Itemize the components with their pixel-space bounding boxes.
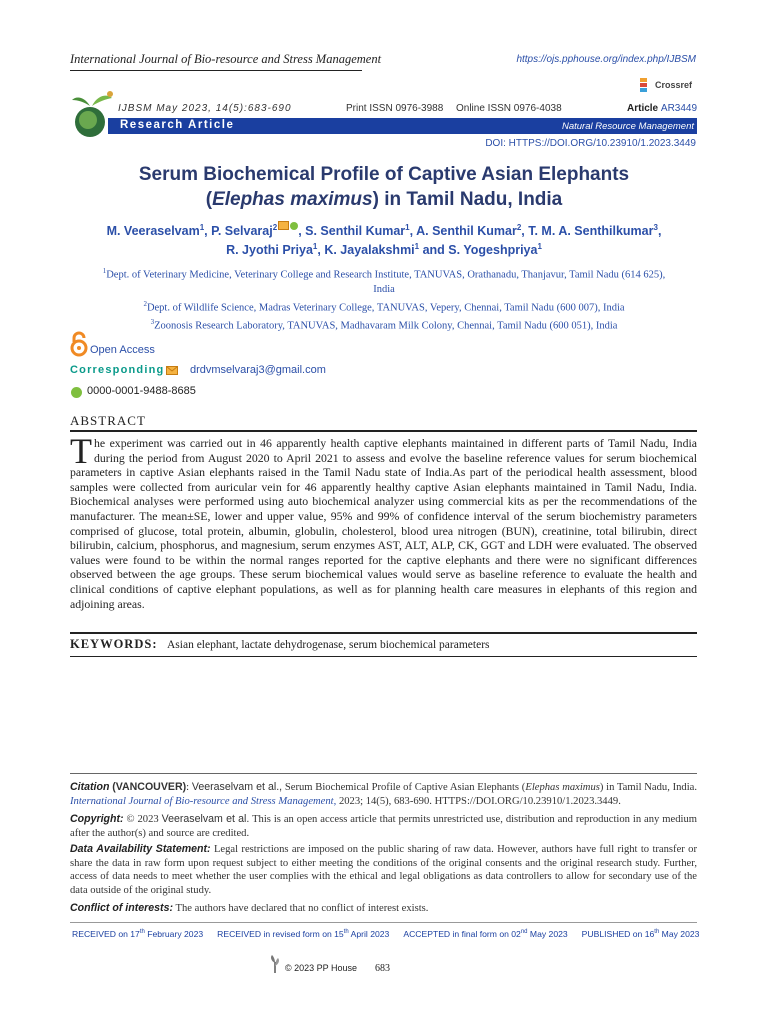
author-name: K. Jayalakshmi <box>324 243 415 258</box>
date-item: RECEIVED in revised form on 15th April 2023 <box>217 929 390 939</box>
author-name: T. M. A. Senthilkumar <box>528 224 654 239</box>
page-number: 683 <box>375 963 390 974</box>
keywords-divider-top <box>70 632 697 634</box>
doi-link[interactable]: DOI: HTTPS://DOI.ORG/10.23910/1.2023.3449 <box>485 138 696 149</box>
publication-dates <box>72 929 713 939</box>
author-affiliation-marker: 1 <box>199 223 205 232</box>
date-item: RECEIVED on 17th February 2023 <box>72 929 204 939</box>
issue-info: IJBSM May 2023, 14(5):683-690 <box>118 103 292 114</box>
copyright: Copyright: © 2023 Veeraselvam et al. This is an open access article that permits unrestricted use, distribution and reproduction in any medium after the author(s) and source are credited. <box>70 813 697 839</box>
open-access-label: Open Access <box>90 344 155 356</box>
author-affiliation-marker: 1 <box>405 223 410 232</box>
author-affiliation-marker: 1 <box>537 242 542 252</box>
journal-logo-icon <box>66 84 120 144</box>
author-affiliation-marker: 1 <box>312 242 318 252</box>
dates-divider <box>70 922 697 923</box>
author-affiliation-marker: 2 <box>272 223 278 232</box>
keywords-divider-bottom <box>70 656 697 657</box>
author-name: S. Yogeshpriya <box>448 243 538 258</box>
affiliation-item: $^2$Dept. of Wildlife Science, Madras Veterinary College, TANUVAS, Vepery, Chennai, Tamil Nadu (600 007), India <box>143 299 625 313</box>
conflict-of-interest: Conflict of interests: The authors have declared that no conflict of interest exists. <box>70 902 429 914</box>
affiliation-item: $^3$Zoonosis Research Laboratory, TANUVAS, Madhavaram Milk Colony, Chennai, Tamil Nadu (600 051), India <box>150 318 618 332</box>
orcid-link[interactable]: 0000-0001-9488-8685 <box>87 385 196 397</box>
corresponding-email-link[interactable]: drdvmselvaraj3@gmail.com <box>190 364 326 376</box>
author-list: M. Veeraselvam$^1$, P. Selvaraj$^2$ , S. Senthil Kumar$^1$, A. Senthil Kumar$^2$, T. M. A. Senthilkumar$^3$, R. Jyothi Priya$^1$, K. Jayalakshmi$^1$ and S. Yogeshpriya$^1$ <box>106 223 662 258</box>
footer-divider <box>70 773 697 774</box>
article-title: Serum Biochemical Profile of Captive Asian Elephants (Elephas maximus) in Tamil Nadu, India <box>138 164 630 210</box>
corresponding-label: Corresponding <box>70 364 165 376</box>
author-name: A. Senthil Kumar <box>416 224 517 239</box>
affiliation-item: $^1$Dept. of Veterinary Medicine, Veterinary College and Research Institute, TANUVAS, Orathanadu, Thanjavur, Tamil Nadu (614 625), India <box>102 267 666 295</box>
online-issn: Online ISSN 0976-4038 <box>456 103 562 114</box>
article-id: Article AR3449 <box>627 103 698 114</box>
article-type: Research Article <box>120 119 235 131</box>
orcid-icon <box>71 387 82 398</box>
abstract-divider <box>70 430 697 432</box>
abstract-heading: ABSTRACT <box>70 413 146 428</box>
author-affiliation-marker: 3 <box>653 223 658 232</box>
author-name: M. Veeraselvam <box>106 224 200 239</box>
crossref-label: Crossref <box>655 80 693 90</box>
keywords-text: Asian elephant, lactate dehydrogenase, serum biochemical parameters <box>167 639 490 651</box>
pp-house-icon <box>268 954 282 974</box>
author-orcid-icon[interactable] <box>290 222 298 230</box>
print-issn: Print ISSN 0976-3988 <box>346 103 444 114</box>
author-affiliation-marker: 2 <box>516 223 522 232</box>
journal-url-link[interactable]: https://ojs.pphouse.org/index.php/IJBSM <box>516 54 696 65</box>
journal-name: International Journal of Bio-resource and Stress Management <box>70 52 382 66</box>
journal-name-underline <box>70 70 362 71</box>
date-item: PUBLISHED on 16th May 2023 <box>581 929 700 939</box>
abstract-text: The experiment was carried out in 46 apparently health captive elephants maintained in different parts of Tamil Nadu, India during the period from August 2020 to April 2021 to assess and evolve the baseline reference values for serum biochemical parameters in captive Asian elephants raised in the Tamil Nadu state of India.As part of the periodical health assessment, blood samples were collected from auricular vein for 46 apparently healthy captive Asian elephants maintained in Tamil Nadu, India. Biochemical analyses were performed using auto biochemical analyzer using commercial kits as per the recommendations of the manufacturer. The mean±SE, lower and upper value, 95% and 99% of confidence interval of the serum biochemistry parameters comprised of glucose, total protein, albumin, globulin, cholesterol, blood urea nitrogen (BUN), creatinine, total bilirubin, direct bilirubin, calcium, phosphorus, and magnesium, serum enzymes AST, ALT, ALP, CK, GGT and LDH were evaluated. The observed values were found to be within the normal ranges reported for the captive elephants and there were no significant differences observed between the age groups. These serum biochemical values would serve as baseline reference to evaluate the health and clinical conditions of captive elephant populations, as well as for planning health care measures in elephants of this region and adjoining areas. <box>70 431 697 611</box>
date-item: ACCEPTED in final form on 02nd May 2023 <box>403 929 568 939</box>
keywords-label: KEYWORDS: <box>70 637 158 651</box>
author-affiliation-marker: 1 <box>414 242 420 252</box>
author-name: P. Selvaraj <box>211 224 273 239</box>
data-availability: Data Availability Statement: Legal restrictions are imposed on the public sharing of raw data. However, authors have full right to transfer or share the data in raw form upon request subject to either meeting the conditions of the original consents and the original research study. Further, access of data needs to meet whether the user complies with the ethical and legal obligations as data controllers to allow for secondary use of the data outside of the original study. <box>70 843 697 896</box>
citation: Citation (VANCOUVER): Veeraselvam et al., Serum Biochemical Profile of Captive Asian Elephants (Elephas maximus) in Tamil Nadu, India. International Journal of Bio-resource and Stress Management, 2023; 14(5), 683-690. HTTPS://DOI.ORG/10.23910/1.2023.3449. <box>70 781 698 807</box>
affiliations <box>100 264 668 334</box>
corresponding-author-email-icon[interactable] <box>278 221 289 230</box>
email-icon <box>166 366 178 375</box>
author-name: R. Jyothi Priya <box>226 243 313 258</box>
open-access-icon <box>70 331 88 357</box>
publisher-copyright: © 2023 PP House <box>285 963 358 973</box>
author-name: S. Senthil Kumar <box>305 224 406 239</box>
subject-area: Natural Resource Management <box>561 121 694 132</box>
